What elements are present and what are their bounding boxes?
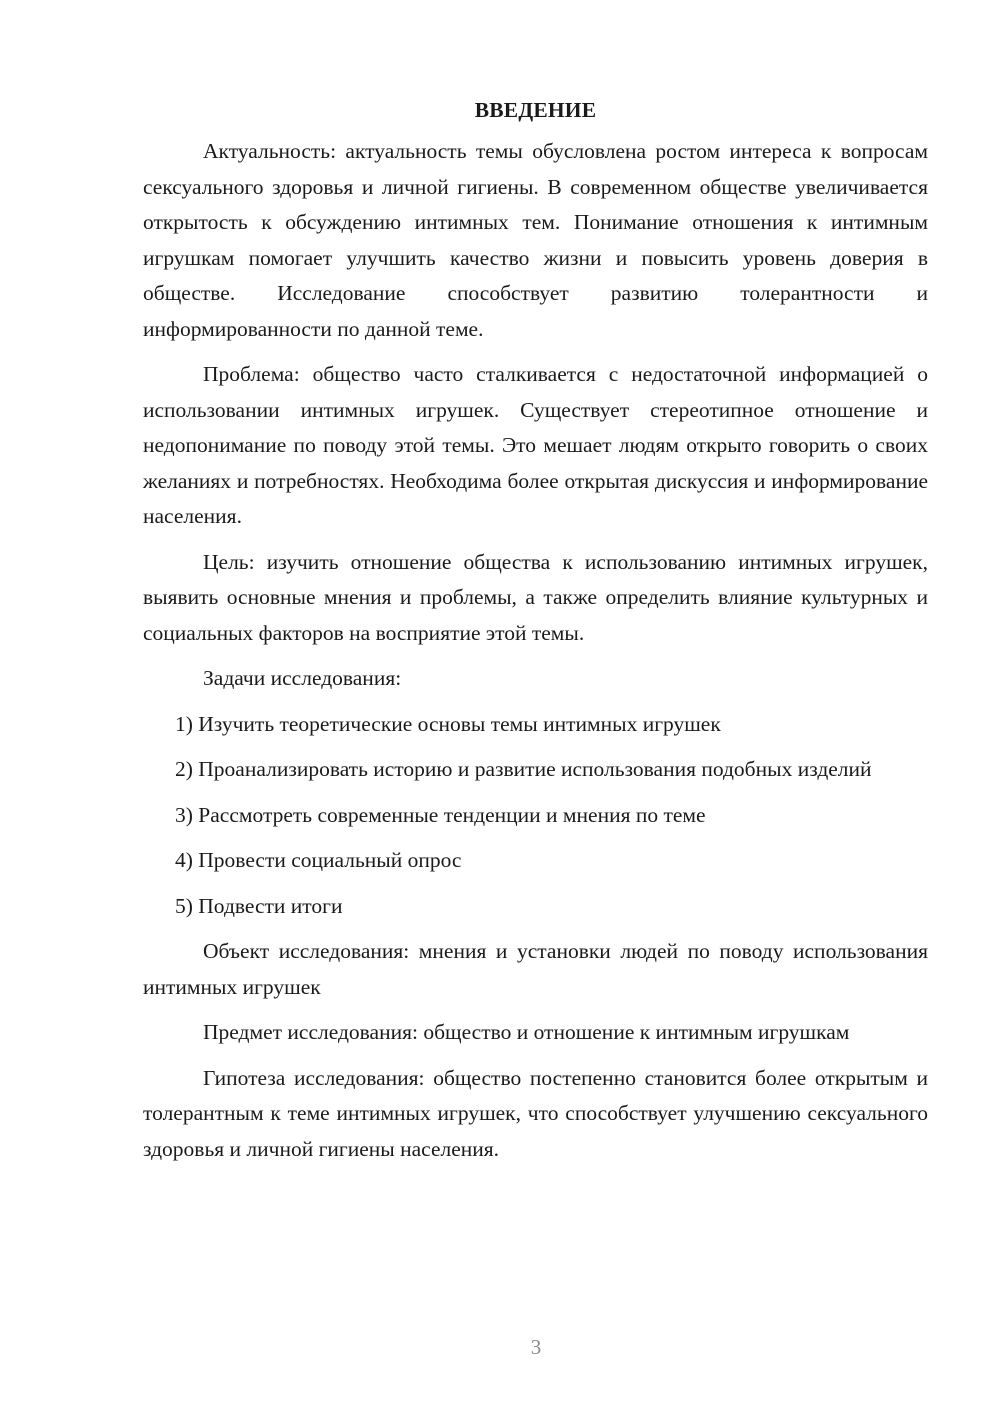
problem-paragraph: Проблема: общество часто сталкивается с недостаточной информацией о использовании интимных игрушек. Существует стереотипное отношение и недопонимание по поводу этой темы. Это мешает людям открыто говорить о своих желаниях и потребностях. Необходима более открытая дискуссия и информирование населения. (143, 362, 928, 528)
task-item-3: 3) Рассмотреть современные тенденции и мнения по теме (175, 802, 706, 827)
task-item-4: 4) Провести социальный опрос (175, 848, 462, 872)
hypothesis-paragraph: Гипотеза исследования: общество постепенно становится более открытым и толерантным к теме интимных игрушек, что способствует улучшению сексуального здоровья и личной гигиены населения. (143, 1065, 928, 1161)
task-item-2: 2) Проанализировать историю и развитие использования подобных изделий (175, 757, 872, 781)
page-number: 3 (530, 1335, 542, 1359)
relevance-paragraph: Актуальность: актуальность темы обусловлена ростом интереса к вопросам сексуального здоровья и личной гигиены. В современном обществе увеличивается открытость к обсуждению интимных тем. Понимание отношения к интимным игрушкам помогает улучшить качество жизни и повысить уровень доверия в обществе. Исследование способствует развитию толерантности и информированности по данной теме. (143, 139, 928, 341)
page-content (143, 92, 928, 1167)
tasks-title: Задачи исследования: (203, 666, 402, 690)
subject-paragraph: Предмет исследования: общество и отношение к интимным игрушкам (203, 1020, 850, 1044)
goal-paragraph: Цель: изучить отношение общества к использованию интимных игрушек, выявить основные мнения и проблемы, а также определить влияние культурных и социальных факторов на восприятие этой темы. (143, 549, 928, 645)
task-item-1: 1) Изучить теоретические основы темы интимных игрушек (175, 711, 721, 736)
object-paragraph: Объект исследования: мнения и установки людей по поводу использования интимных игрушек (143, 939, 928, 999)
task-item-5: 5) Подвести итоги (175, 893, 343, 918)
section-heading: ВВЕДЕНИЕ (474, 98, 597, 122)
